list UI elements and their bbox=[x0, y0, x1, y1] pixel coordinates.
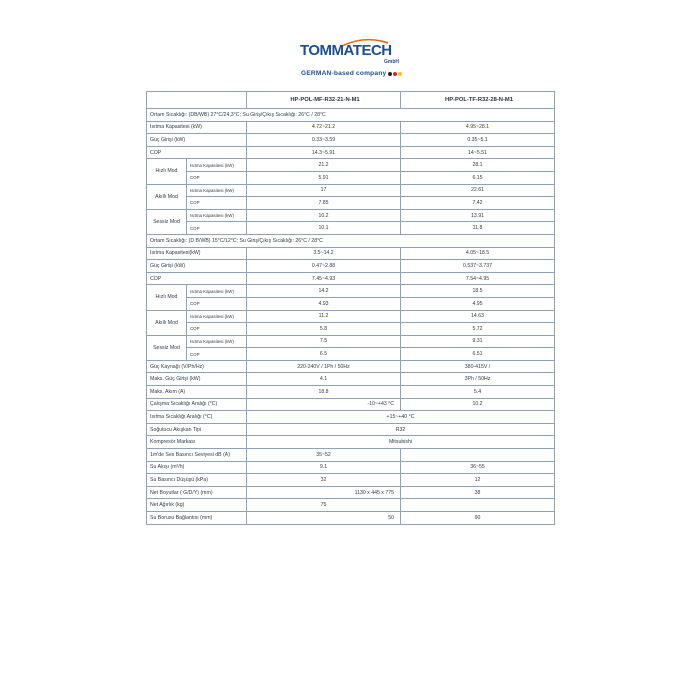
cell-value: 75 bbox=[247, 499, 401, 512]
row-label: 1m'de Ses Basıncı Seviyesi dB (A) bbox=[147, 449, 247, 462]
flag-dot-icon bbox=[393, 72, 397, 76]
cell-value: 4.95 bbox=[401, 297, 555, 310]
table-row bbox=[147, 474, 555, 487]
flag-dot-icon bbox=[388, 72, 392, 76]
cell-value: 5.8 bbox=[247, 323, 401, 336]
sub-label: COP bbox=[187, 348, 247, 361]
spec-table bbox=[146, 91, 555, 525]
table-row bbox=[147, 449, 555, 462]
row-label: Güç Girişi (kW) bbox=[147, 260, 247, 273]
sub-label: Isıtma Kapasitesi (kW) bbox=[187, 209, 247, 222]
brand-tagline: GERMAN-based company bbox=[301, 70, 387, 77]
mode-label: Hızlı Mod bbox=[147, 285, 187, 310]
brand-name: TOMMATECH bbox=[300, 42, 392, 59]
mode-label: Sessiz Mod bbox=[147, 335, 187, 360]
cell-value: 21.2 bbox=[247, 159, 401, 172]
table-row bbox=[147, 247, 555, 260]
cell-value: 4.1 bbox=[247, 373, 401, 386]
header-blank bbox=[147, 92, 247, 109]
mode-label: Akıllı Mod bbox=[147, 310, 187, 335]
row-label: Isıtma Kapasitesi (kW) bbox=[147, 121, 247, 134]
mode-label: Sessiz Mod bbox=[147, 209, 187, 234]
table-row bbox=[147, 323, 555, 336]
row-label: Isıtma Sıcaklığı Aralığı (°C) bbox=[147, 411, 247, 424]
row-label: COP bbox=[147, 272, 247, 285]
cell-value: 7.54~4.95 bbox=[401, 272, 555, 285]
cell-value bbox=[401, 449, 555, 462]
cell-value: 0.35~5.1 bbox=[401, 134, 555, 147]
mode-label: Hızlı Mod bbox=[147, 159, 187, 184]
cell-value: Mitsubishi bbox=[247, 436, 555, 449]
sub-label: COP bbox=[187, 222, 247, 235]
brand-logo bbox=[0, 42, 700, 84]
cell-value: 14.2 bbox=[247, 285, 401, 298]
table-row bbox=[147, 423, 555, 436]
cell-value bbox=[401, 499, 555, 512]
cell-value: 1130 x 445 x 775 bbox=[247, 486, 401, 499]
table-row bbox=[147, 373, 555, 386]
cell-value: 220-240V / 1Ph / 50Hz bbox=[247, 360, 401, 373]
cell-value: 22.61 bbox=[401, 184, 555, 197]
row-label: Net Ağırlık (kg) bbox=[147, 499, 247, 512]
cell-value: 9.31 bbox=[401, 335, 555, 348]
row-label: Güç Kaynağı (V/Ph/Hz) bbox=[147, 360, 247, 373]
sub-label: Isıtma Kapasitesi (kW) bbox=[187, 285, 247, 298]
cell-value: 3Ph / 50Hz bbox=[401, 373, 555, 386]
cell-value: 14~5.51 bbox=[401, 146, 555, 159]
cell-value: 380-415V / bbox=[401, 360, 555, 373]
row-label: Su Akışı (m³/h) bbox=[147, 461, 247, 474]
cell-value: 5.91 bbox=[247, 171, 401, 184]
row-label: Soğutucu Akışkan Tipi bbox=[147, 423, 247, 436]
row-label: Güç Girişi (kW) bbox=[147, 134, 247, 147]
row-label: Net Boyutlar ( G/D/Y) (mm) bbox=[147, 486, 247, 499]
cell-value: 6.15 bbox=[401, 171, 555, 184]
sub-label: Isıtma Kapasitesi (kW) bbox=[187, 184, 247, 197]
row-label: Isıtma Kapasitesi(kW) bbox=[147, 247, 247, 260]
cell-value: 36~55 bbox=[401, 461, 555, 474]
cell-value: 0.33~3.59 bbox=[247, 134, 401, 147]
cell-value: 6.51 bbox=[401, 348, 555, 361]
table-row bbox=[147, 310, 555, 323]
cell-value: 0.537~3.737 bbox=[401, 260, 555, 273]
cell-value: 28.1 bbox=[401, 159, 555, 172]
cell-value: 7.5 bbox=[247, 335, 401, 348]
table-row bbox=[147, 499, 555, 512]
condition-text: Ortam Sıcaklığı: (D B/WB) 15°C/12°C; Su Giriş/Çıkış Sıcaklığı: 26°C / 28°C bbox=[147, 234, 555, 247]
table-header-row bbox=[147, 92, 555, 109]
table-row bbox=[147, 411, 555, 424]
sub-label: COP bbox=[187, 171, 247, 184]
mode-label: Akıllı Mod bbox=[147, 184, 187, 209]
row-label: Su Basıncı Düşüşü (kPa) bbox=[147, 474, 247, 487]
condition-text: Ortam Sıcaklığı: (DB/WB) 27°C/24,3°C; Su Giriş/Çıkış Sıcaklığı: 26°C / 28°C bbox=[147, 109, 555, 122]
table-row bbox=[147, 159, 555, 172]
sub-label: Isıtma Kapasitesi (kW) bbox=[187, 310, 247, 323]
cell-value: 5.4 bbox=[401, 386, 555, 399]
cell-value: 9.1 bbox=[247, 461, 401, 474]
table-row bbox=[147, 436, 555, 449]
cell-value: 4.95~28.1 bbox=[401, 121, 555, 134]
table-row bbox=[147, 171, 555, 184]
cell-value: 10.1 bbox=[247, 222, 401, 235]
model-header: HP-POL-MF-R32-21-N-M1 bbox=[247, 92, 401, 109]
table-row bbox=[147, 386, 555, 399]
cell-value: 32 bbox=[247, 474, 401, 487]
cell-value: 4.05~18.5 bbox=[401, 247, 555, 260]
cell-value: 0.47~2.88 bbox=[247, 260, 401, 273]
cell-value: 14.63 bbox=[401, 310, 555, 323]
cell-value: 18.5 bbox=[401, 285, 555, 298]
brand-suffix: GmbH bbox=[384, 59, 399, 65]
cell-value: 11.8 bbox=[401, 222, 555, 235]
row-label: COP bbox=[147, 146, 247, 159]
row-label: Çalışma Sıcaklığı Aralığı (°C) bbox=[147, 398, 247, 411]
cell-value: +15~+40 °C bbox=[247, 411, 555, 424]
cell-value: 38 bbox=[401, 486, 555, 499]
table-row bbox=[147, 184, 555, 197]
table-row bbox=[147, 197, 555, 210]
condition-row bbox=[147, 234, 555, 247]
table-row bbox=[147, 134, 555, 147]
table-row bbox=[147, 297, 555, 310]
cell-value: -10~+43 °C bbox=[247, 398, 401, 411]
table-row bbox=[147, 260, 555, 273]
cell-value: 35~52 bbox=[247, 449, 401, 462]
sub-label: COP bbox=[187, 323, 247, 336]
cell-value: 12 bbox=[401, 474, 555, 487]
table-row bbox=[147, 146, 555, 159]
table-row bbox=[147, 285, 555, 298]
cell-value: 90 bbox=[401, 512, 555, 525]
cell-value: 14.3~5.91 bbox=[247, 146, 401, 159]
table-row bbox=[147, 209, 555, 222]
table-row bbox=[147, 222, 555, 235]
table-row bbox=[147, 398, 555, 411]
table-row bbox=[147, 461, 555, 474]
cell-value: 7.45~4.93 bbox=[247, 272, 401, 285]
table-row bbox=[147, 335, 555, 348]
sub-label: COP bbox=[187, 197, 247, 210]
cell-value: 18.8 bbox=[247, 386, 401, 399]
table-row bbox=[147, 121, 555, 134]
sub-label: COP bbox=[187, 297, 247, 310]
condition-row bbox=[147, 109, 555, 122]
table-row bbox=[147, 272, 555, 285]
sub-label: Isıtma Kapasitesi (kW) bbox=[187, 159, 247, 172]
row-label: Kompresör Markası bbox=[147, 436, 247, 449]
cell-value: 11.2 bbox=[247, 310, 401, 323]
cell-value: R32 bbox=[247, 423, 555, 436]
cell-value: 5.72 bbox=[401, 323, 555, 336]
cell-value: 7.85 bbox=[247, 197, 401, 210]
table-row bbox=[147, 486, 555, 499]
cell-value: 4.72~21.2 bbox=[247, 121, 401, 134]
model-header: HP-POL-TF-R32-28-N-M1 bbox=[401, 92, 555, 109]
table-row bbox=[147, 512, 555, 525]
row-label: Su Borusu Bağlantısı (mm) bbox=[147, 512, 247, 525]
flag-dot-icon bbox=[398, 72, 402, 76]
cell-value: 3.5~14.2 bbox=[247, 247, 401, 260]
cell-value: 50 bbox=[247, 512, 401, 525]
cell-value: 13.91 bbox=[401, 209, 555, 222]
row-label: Maks. Akım (A) bbox=[147, 386, 247, 399]
row-label: Maks. Güç Girişi (kW) bbox=[147, 373, 247, 386]
cell-value: 17 bbox=[247, 184, 401, 197]
cell-value: 10.2 bbox=[401, 398, 555, 411]
cell-value: 10.2 bbox=[247, 209, 401, 222]
table-row bbox=[147, 348, 555, 361]
table-row bbox=[147, 360, 555, 373]
cell-value: 4.93 bbox=[247, 297, 401, 310]
cell-value: 6.5 bbox=[247, 348, 401, 361]
sub-label: Isıtma Kapasitesi (kW) bbox=[187, 335, 247, 348]
cell-value: 7.42 bbox=[401, 197, 555, 210]
